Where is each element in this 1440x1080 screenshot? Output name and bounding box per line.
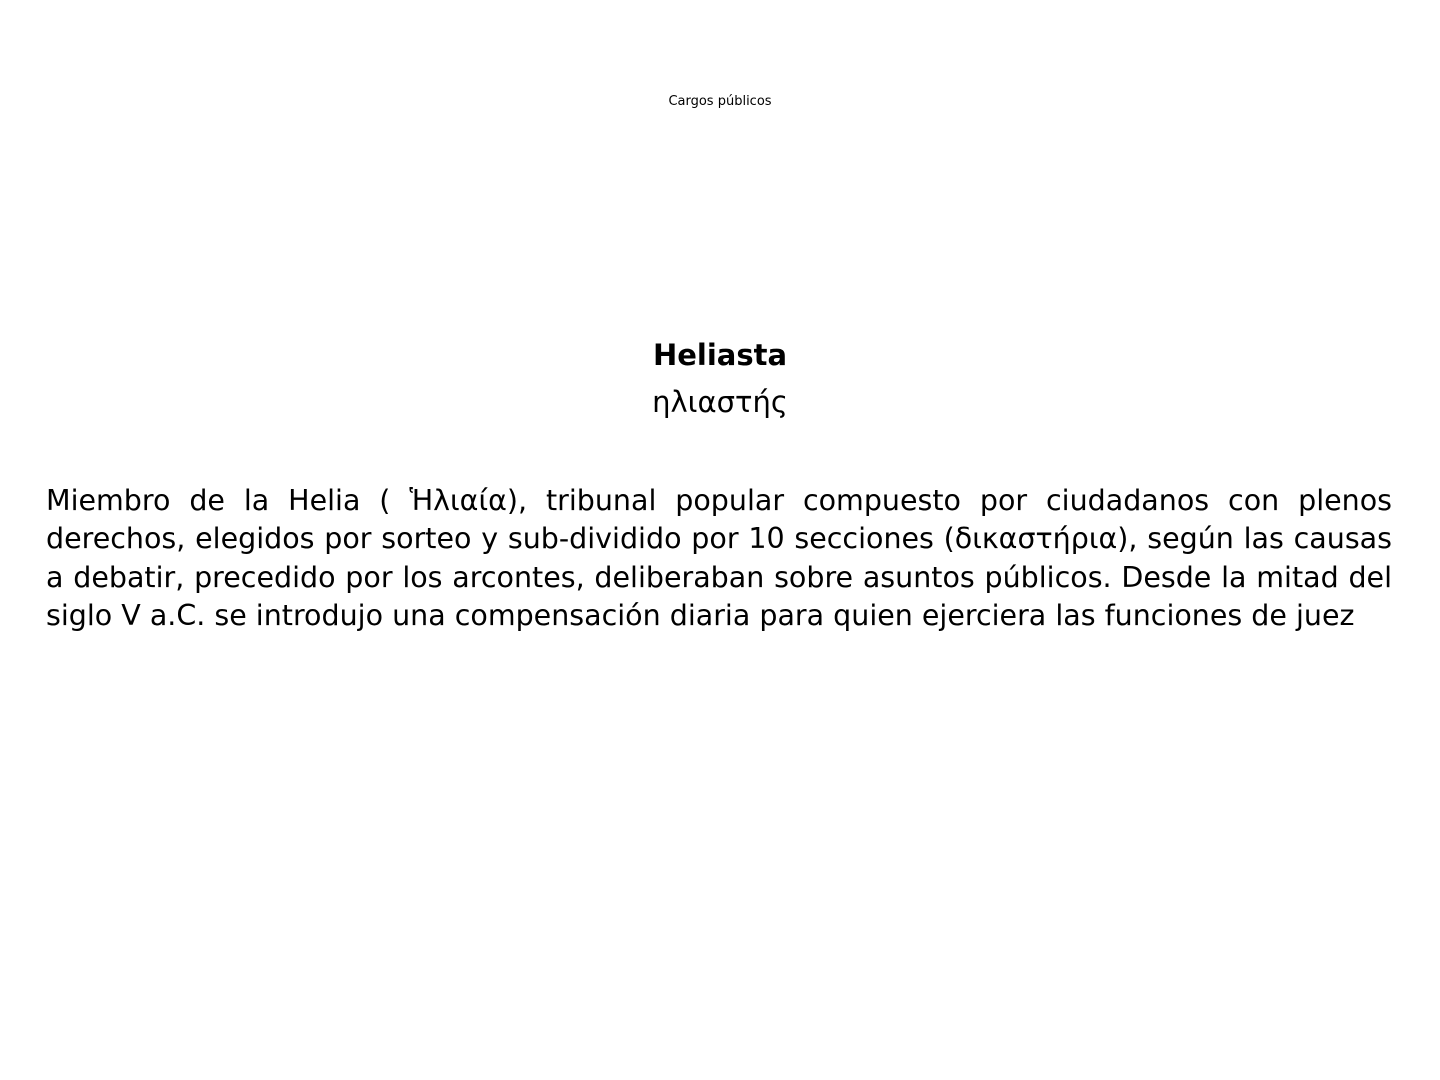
- definition-line: Miembro de la Helia ( Ἡλιαία), tribunal popular compuesto por ciudadanos con plenos: [46, 484, 1392, 517]
- term-title: Heliasta: [652, 338, 788, 372]
- definition-line: derechos, elegidos por sorteo y sub-dividido por 10 secciones (δικαστήρια), según las causas: [46, 522, 1392, 556]
- page-header: Cargos públicos: [668, 94, 772, 109]
- term-greek: ηλιαστής: [652, 385, 788, 419]
- definition-line: a debatir, precedido por los arcontes, deliberaban sobre asuntos públicos. Desde la mitad del: [46, 560, 1392, 594]
- definition-paragraph: [46, 482, 1392, 635]
- definition-line: siglo V a.C. se introdujo una compensación diaria para quien ejerciera las funciones de juez: [46, 598, 1355, 632]
